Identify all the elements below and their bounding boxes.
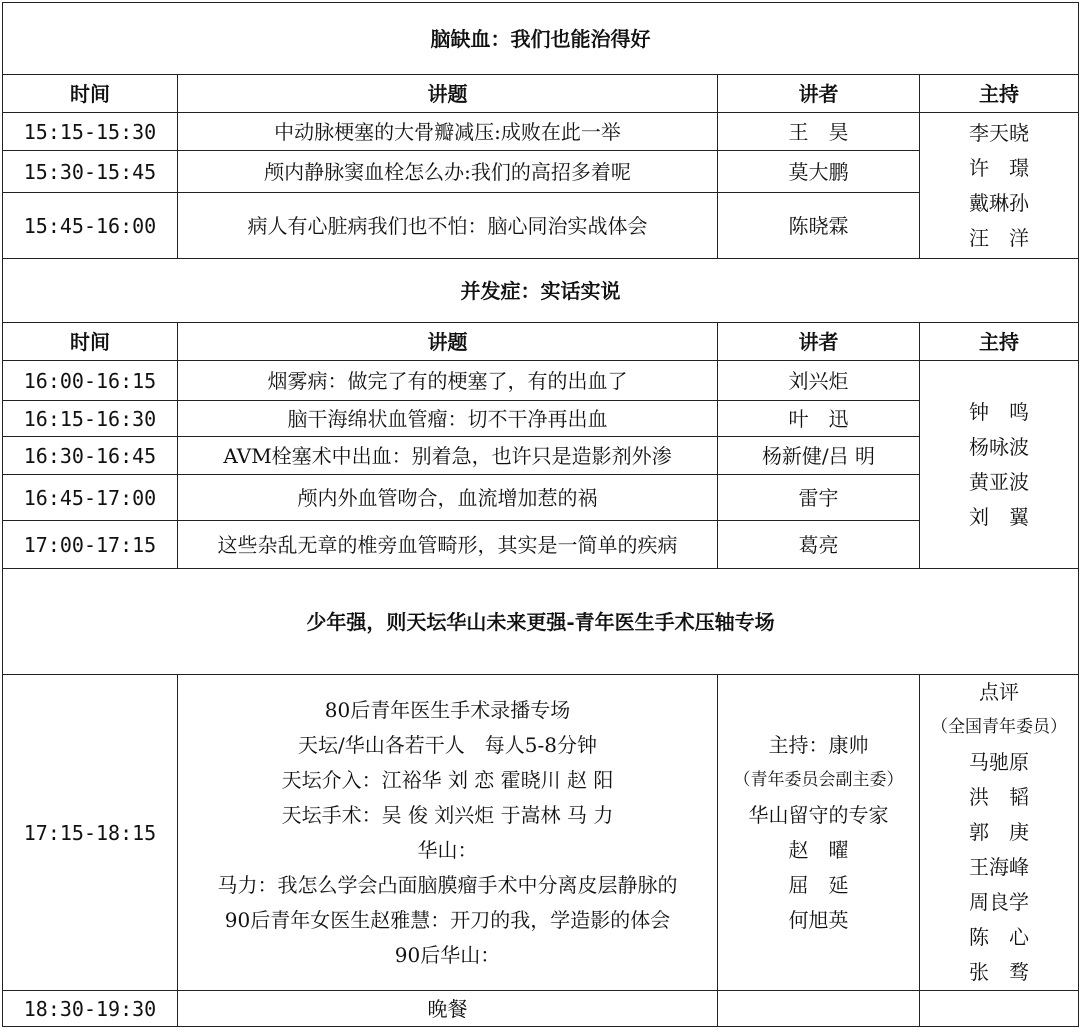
- section-title: 脑缺血：我们也能治得好: [3, 3, 1079, 75]
- time-cell: 16:30-16:45: [3, 437, 178, 475]
- topic-cell: 脑干海绵状血管瘤：切不干净再出血: [178, 401, 718, 437]
- table-row: [3, 437, 1079, 475]
- reviewer-name: 周良学: [969, 890, 1029, 914]
- topic-cell: 颅内静脉窦血栓怎么办:我们的高招多着呢: [178, 151, 718, 193]
- topic-line: 天坛手术：吴 俊 刘兴炬 于嵩林 马 力: [281, 802, 614, 827]
- topic-line: 90后青年女医生赵雅慧：开刀的我，学造影的体会: [224, 907, 671, 932]
- speaker-cell: 莫大鹏: [718, 151, 920, 193]
- speaker-line: 何旭英: [788, 907, 849, 932]
- host-name: 黄亚波: [969, 469, 1029, 494]
- topic-cell: 晚餐: [178, 991, 718, 1027]
- time-cell: 17:00-17:15: [3, 521, 178, 569]
- reviewer-name: 洪 韬: [969, 785, 1029, 809]
- host-name: 许 璟: [969, 155, 1029, 180]
- table-row: [3, 193, 1079, 259]
- topic-line: 90后华山：: [394, 942, 501, 967]
- time-cell: 18:30-19:30: [3, 991, 178, 1027]
- topic-cell: 中动脉梗塞的大骨瓣减压:成败在此一举: [178, 113, 718, 151]
- table-row: [3, 113, 1079, 151]
- table-row: [3, 675, 1079, 991]
- header-speaker: 讲者: [718, 75, 920, 113]
- header-row: [3, 323, 1079, 361]
- section-title: 并发症：实话实说: [3, 259, 1079, 323]
- section-title-row: [3, 3, 1079, 75]
- speaker-line: 主持：康帅: [768, 732, 869, 757]
- header-row: [3, 75, 1079, 113]
- host-name: 杨咏波: [969, 434, 1029, 459]
- host-name: 刘 翼: [969, 504, 1029, 529]
- header-time: 时间: [3, 75, 178, 113]
- speaker-cell: 叶 迅: [718, 401, 920, 437]
- table-row: [3, 151, 1079, 193]
- review-cell: [920, 675, 1079, 991]
- host-name: 李天晓: [969, 120, 1029, 145]
- topic-cell: AVM栓塞术中出血：别着急，也许只是造影剂外渗: [178, 437, 718, 475]
- time-cell: 16:45-17:00: [3, 475, 178, 521]
- table-row: [3, 475, 1079, 521]
- topic-cell: [178, 675, 718, 991]
- review-subtitle: （全国青年委员）: [931, 717, 1067, 737]
- speaker-cell: 陈晓霖: [718, 193, 920, 259]
- reviewer-name: 张 骛: [969, 960, 1029, 984]
- speaker-line: 屈 延: [788, 872, 849, 897]
- host-name: 戴琳孙: [969, 190, 1029, 215]
- review-title: 点评: [979, 680, 1019, 704]
- speaker-cell: 雷宇: [718, 475, 920, 521]
- speaker-cell: [718, 991, 920, 1027]
- header-topic: 讲题: [178, 323, 718, 361]
- reviewer-name: 马驰原: [969, 750, 1029, 774]
- speaker-line: 赵 曜: [788, 837, 849, 862]
- header-time: 时间: [3, 323, 178, 361]
- reviewer-name: 王海峰: [969, 855, 1029, 879]
- speaker-cell: 王 昊: [718, 113, 920, 151]
- topic-cell: 颅内外血管吻合，血流增加惹的祸: [178, 475, 718, 521]
- speaker-cell: [718, 675, 920, 991]
- schedule-table: [2, 2, 1079, 1027]
- table-row: [3, 361, 1079, 401]
- speaker-cell: 葛亮: [718, 521, 920, 569]
- table-row: [3, 401, 1079, 437]
- topic-cell: 烟雾病：做完了有的梗塞了，有的出血了: [178, 361, 718, 401]
- time-cell: 15:45-16:00: [3, 193, 178, 259]
- host-cell: [920, 991, 1079, 1027]
- header-topic: 讲题: [178, 75, 718, 113]
- host-cell: [920, 113, 1079, 259]
- topic-line: 80后青年医生手术录播专场: [324, 697, 571, 722]
- header-host: 主持: [920, 323, 1079, 361]
- table-row: [3, 521, 1079, 569]
- topic-cell: 这些杂乱无章的椎旁血管畸形，其实是一简单的疾病: [178, 521, 718, 569]
- time-cell: 16:15-16:30: [3, 401, 178, 437]
- host-cell: [920, 361, 1079, 569]
- topic-line: 天坛/华山各若干人 每人5-8分钟: [298, 732, 597, 757]
- speaker-cell: 杨新健/吕 明: [718, 437, 920, 475]
- section-title: 少年强，则天坛华山未来更强-青年医生手术压轴专场: [3, 569, 1079, 675]
- topic-line: 马力：我怎么学会凸面脑膜瘤手术中分离皮层静脉的: [217, 872, 678, 897]
- header-speaker: 讲者: [718, 323, 920, 361]
- host-name: 钟 鸣: [969, 399, 1029, 424]
- speaker-line: 华山留守的专家: [748, 802, 889, 827]
- speaker-line: （青年委员会副主委）: [733, 769, 904, 790]
- time-cell: 15:15-15:30: [3, 113, 178, 151]
- time-cell: 17:15-18:15: [3, 675, 178, 991]
- reviewer-name: 陈 心: [969, 925, 1029, 949]
- time-cell: 15:30-15:45: [3, 151, 178, 193]
- host-name: 汪 洋: [969, 225, 1029, 250]
- topic-line: 华山：: [417, 837, 478, 862]
- section-title-row: [3, 569, 1079, 675]
- reviewer-name: 郭 庚: [969, 820, 1029, 844]
- topic-cell: 病人有心脏病我们也不怕：脑心同治实战体会: [178, 193, 718, 259]
- topic-line: 天坛介入：江裕华 刘 恋 霍晓川 赵 阳: [281, 767, 614, 792]
- header-host: 主持: [920, 75, 1079, 113]
- section-title-row: [3, 259, 1079, 323]
- speaker-cell: 刘兴炬: [718, 361, 920, 401]
- time-cell: 16:00-16:15: [3, 361, 178, 401]
- table-row: [3, 991, 1079, 1027]
